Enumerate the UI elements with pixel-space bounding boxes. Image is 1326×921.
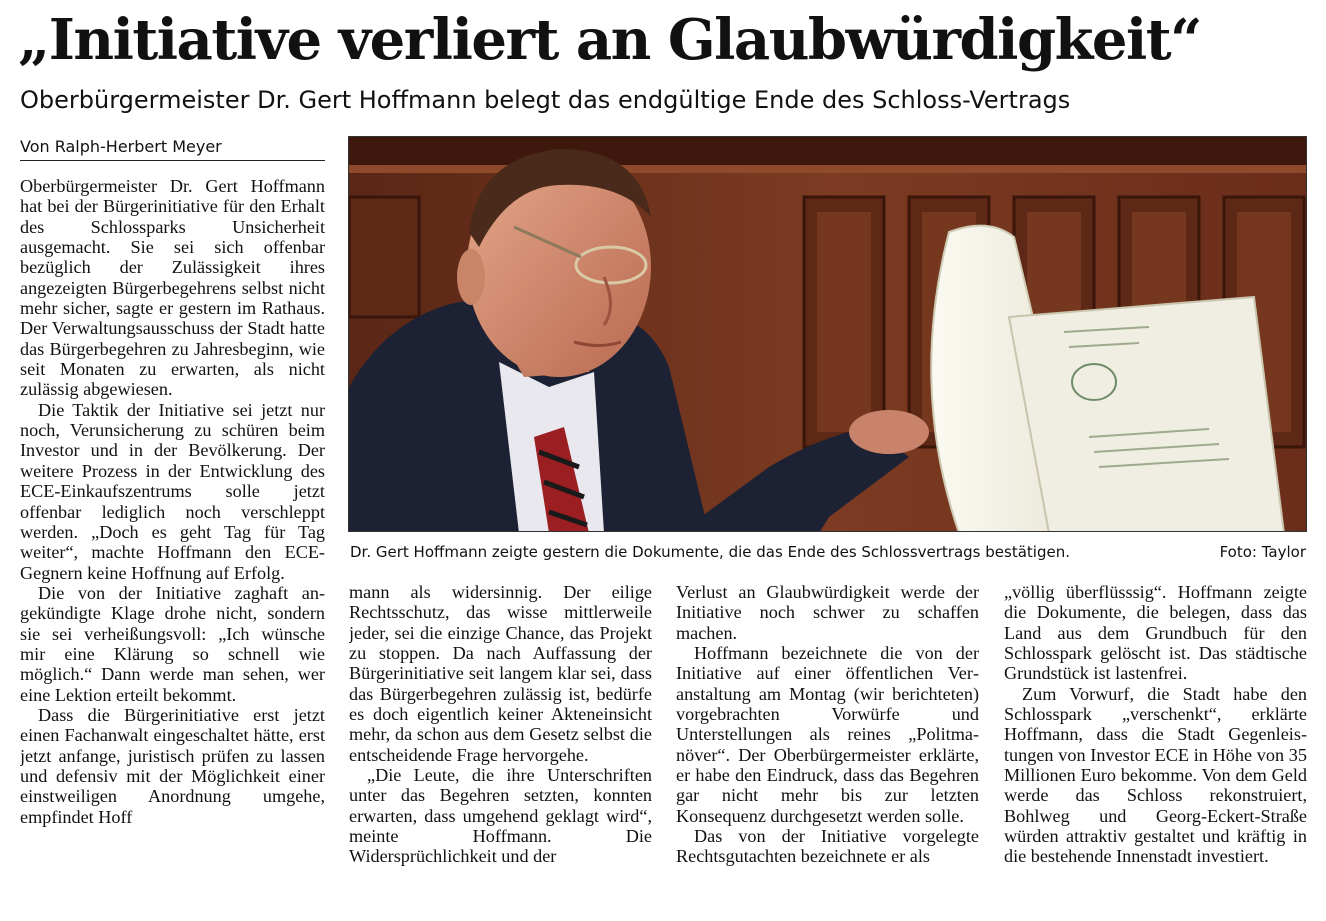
paragraph: Zum Vorwurf, die Stadt habe den Schlosspark „verschenkt“, erklärte Hoffmann, dass die Stadt Gegenleistungen von Investor ECE in Höhe von 35 Millionen Euro bekomme. Von dem Geld werde das Schloss rekonstruiert, Bohlweg und Georg-Eckert-Straße würden attraktiv gestaltet und kräftig in die bestehende Innenstadt investiert. (1004, 683, 1307, 867)
photo-credit: Foto: Taylor (1219, 543, 1306, 561)
paragraph: Das von der Initiative vorgelegte Rechtsgutachten bezeichnete er als (676, 826, 979, 867)
paragraph: Die Taktik der Initiative sei jetzt nur noch, Verunsicherung zu schüren beim Investor und in der Bevölkerung. Der weitere Prozess in der Entwicklung des ECE-Einkaufszentrums solle jetzt offenbar lediglich noch verschleppt werden. „Doch es geht Tag für Tag weiter“, machte Hoffmann den ECE-Gegnern keine Hoffnung auf Erfolg. (20, 399, 325, 583)
byline: Von Ralph-Herbert Meyer (20, 136, 325, 161)
article-column-3 (676, 582, 979, 902)
caption-text: Dr. Gert Hoffmann zeigte gestern die Dokumente, die das Ende des Schlossvertrags bestätigen. (350, 543, 1070, 561)
subheadline: Oberbürgermeister Dr. Gert Hoffmann belegt das endgültige Ende des Schloss-Vertrags (20, 86, 1071, 114)
headline: „Initiative verliert an Glaubwürdigkeit“ (18, 7, 1201, 73)
paragraph: Verlust an Glaubwürdigkeit werde der Initiative noch schwer zu schaffen machen. (676, 582, 979, 643)
paragraph: „völlig überflüsssig“. Hoffmann zeigte die Dokumente, die belegen, dass das Land aus dem Grundbuch für den Schlosspark gelöscht ist. Das städtische Grundstück ist lastenfrei. (1004, 582, 1307, 684)
article-column-2 (349, 582, 652, 902)
article-column-1 (20, 176, 325, 896)
article-column-4 (1004, 582, 1307, 902)
paragraph: „Die Leute, die ihre Unterschriften unter das Begehren setzten, konnten erwarten, dass umgehend geklagt wird“, meinte Hoffmann. Die Widersprüchlichkeit und der (349, 765, 652, 867)
paragraph: Oberbürgermeister Dr. Gert Hoffmann hat bei der Bürgerinitiative für den Erhalt des Schlossparks Unsicherheit ausgemacht. Sie sei sich offenbar bezüglich der Zulässigkeit ihres angezeigten Bürgerbegehrens selbst nicht mehr sicher, sagte er gestern im Rathaus. Der Verwaltungsausschuss der Stadt hatte das Bürgerbegehren zu Jahresbeginn, wie seit Monaten zu erwarten, als nicht zulässig abgewiesen. (20, 176, 325, 400)
photo-man-holding-document (349, 137, 1307, 532)
photo-caption (350, 540, 1306, 564)
paragraph: Dass die Bürgerinitiative erst jetzt einen Fachanwalt eingeschaltet hätte, erst jetzt anfange, juristisch prüfen zu lassen und defensiv mit der Möglichkeit einer einstweiligen Anordnung umgehe, empfindet Hoff (20, 704, 325, 827)
paragraph: mann als widersinnig. Der eilige Rechtsschutz, das wisse mittlerweile jeder, sei die einzige Chance, das Projekt zu stoppen. Da nach Auffassung der Bürgerinitiative seit langem klar sei, dass das Bürgerbegehren zulässig ist, bedürfe es doch eigentlich keiner Akteneinsicht mehr, da schon aus dem Gesetz selbst die entscheidende Frage hervorgehe. (349, 582, 652, 765)
paragraph: Hoffmann bezeichnete die von der Initiative auf einer öffentlichen Veranstaltung am Montag (wir berichteten) vorgebrachten Vorwürfe und Unterstellungen als reines „Politmanöver“. Der Oberbürgermeister erklärte, er habe den Eindruck, dass das Begehren gar nicht mehr bis zur letzten Konsequenz durchgesetzt werden solle. (676, 643, 979, 826)
article-photo (348, 136, 1307, 532)
paragraph: Die von der Initiative zaghaft angekündigte Klage drohe nicht, sondern sie sei verheißungsvoll: „Ich wünsche mir eine Klärung so schnell wie möglich.“ Dann werde man sehen, wer eine Lektion erteilt bekommt. (20, 582, 325, 705)
